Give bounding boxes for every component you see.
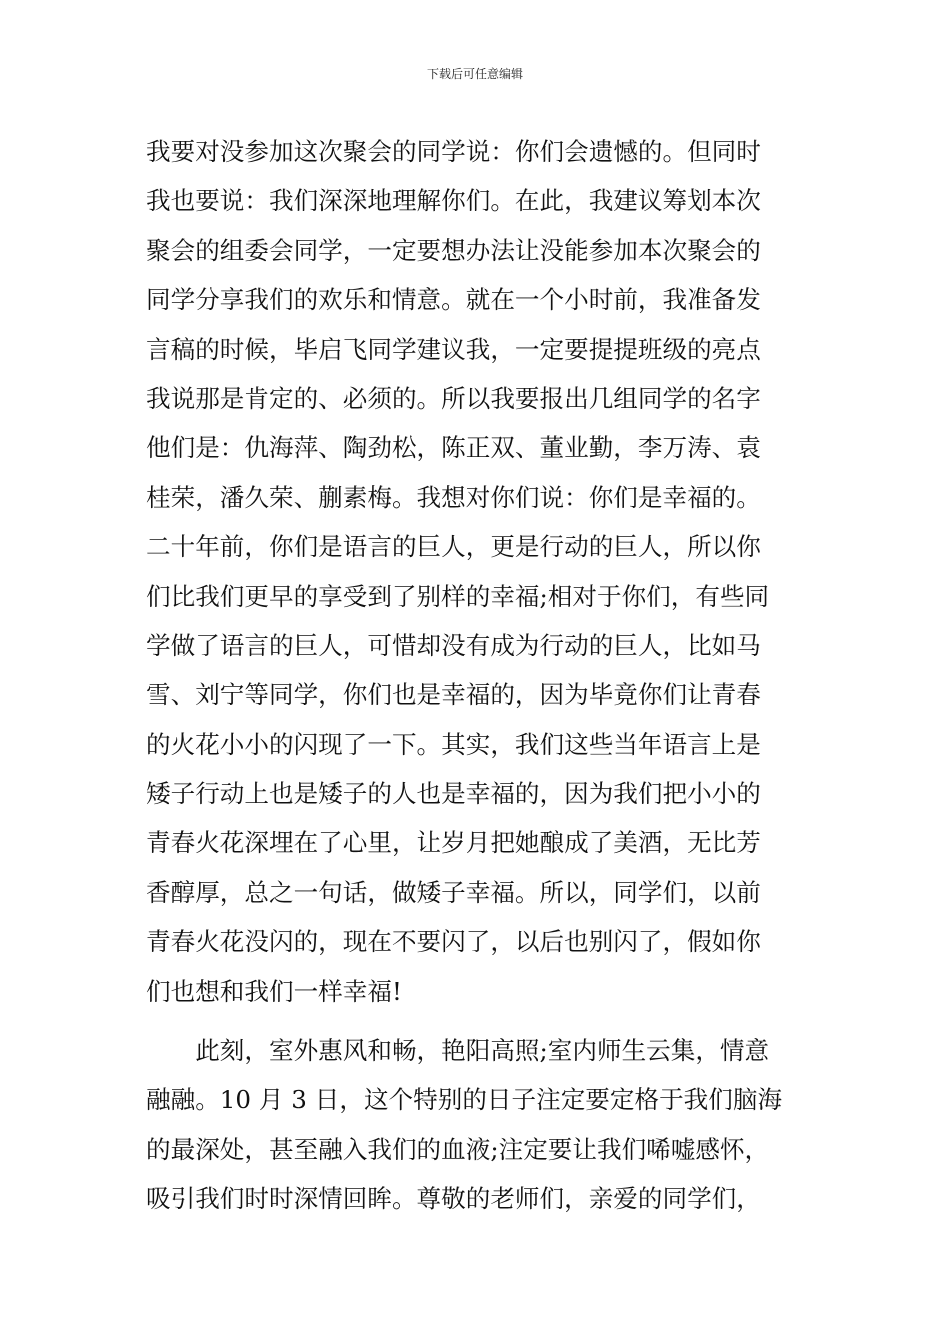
paragraph-2 (146, 1026, 816, 1224)
text-line: 他们是：仇海萍、陶劲松，陈正双、董业勤，李万涛、袁 (146, 433, 761, 463)
text-line: 我说那是肯定的、必须的。所以我要报出几组同学的名字 (146, 383, 761, 413)
text-line: 言稿的时候，毕启飞同学建议我，一定要提提班级的亮点 (146, 334, 761, 364)
text-line: 青春火花深埋在了心里，让岁月把她酿成了美酒，无比芳 (146, 828, 761, 858)
document-body (146, 127, 816, 1224)
text-line: 的火花小小的闪现了一下。其实，我们这些当年语言上是 (146, 729, 761, 759)
paragraph-spacer (146, 1016, 816, 1026)
text-line: 融融。10 月 3 日，这个特别的日子注定要定格于我们脑海 (146, 1085, 783, 1115)
text-line: 我要对没参加这次聚会的同学说：你们会遗憾的。但同时 (146, 137, 761, 166)
text-line: 矮子行动上也是矮子的人也是幸福的，因为我们把小小的 (146, 779, 761, 809)
text-line: 学做了语言的巨人，可惜却没有成为行动的巨人，比如马 (146, 630, 761, 660)
text-line: 聚会的组委会同学，一定要想办法让没能参加本次聚会的 (146, 235, 761, 265)
text-line: 桂荣，潘久荣、蒯素梅。我想对你们说：你们是幸福的。 (146, 482, 761, 512)
text-line: 青春火花没闪的，现在不要闪了，以后也别闪了，假如你 (146, 927, 761, 957)
text-line: 二十年前，你们是语言的巨人，更是行动的巨人，所以你 (146, 532, 761, 562)
text-line: 香醇厚，总之一句话，做矮子幸福。所以，同学们，以前 (146, 877, 761, 907)
page-header: 下载后可任意编辑 (426, 67, 523, 81)
paragraph-1 (146, 127, 816, 1016)
text-line: 我也要说：我们深深地理解你们。在此，我建议筹划本次 (146, 186, 761, 216)
text-line: 同学分享我们的欢乐和情意。就在一个小时前，我准备发 (146, 285, 761, 315)
text-line: 吸引我们时时深情回眸。尊敬的老师们，亲爱的同学们， (146, 1184, 761, 1214)
text-line: 雪、刘宁等同学，你们也是幸福的，因为毕竟你们让青春 (146, 680, 761, 710)
text-line: 的最深处，甚至融入我们的血液;注定要让我们唏嘘感怀， (146, 1134, 770, 1164)
text-line: 们也想和我们一样幸福! (146, 976, 402, 1006)
text-line: 们比我们更早的享受到了别样的幸福;相对于你们，有些同 (146, 581, 770, 611)
text-line: 此刻，室外惠风和畅，艳阳高照;室内师生云集，情意 (146, 1036, 770, 1066)
